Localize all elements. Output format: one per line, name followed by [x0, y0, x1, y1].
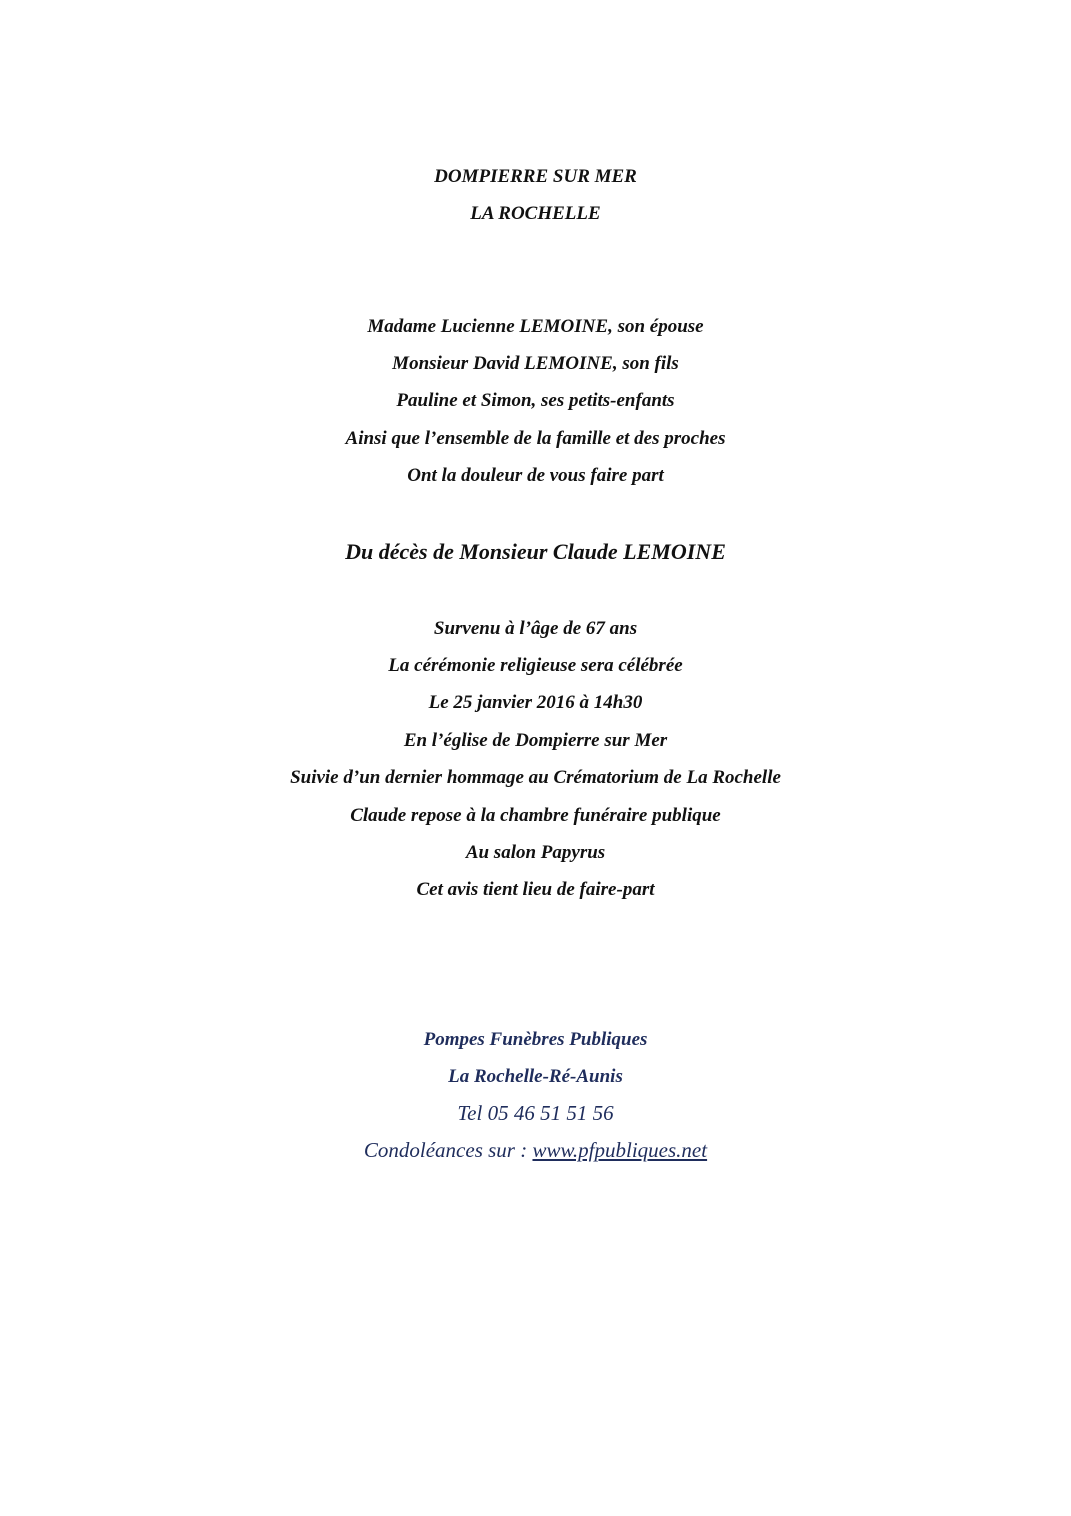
detail-line: Le 25 janvier 2016 à 14h30 [428, 692, 643, 713]
condolences-label: Condoléances sur : [363, 1138, 533, 1162]
detail-line: Claude repose à la chambre funéraire publique [350, 805, 721, 826]
funeral-company-name: Pompes Funèbres Publiques [423, 1029, 648, 1050]
death-announcement: Du décès de Monsieur Claude LEMOINE [345, 539, 726, 564]
detail-line: La cérémonie religieuse sera célébrée [388, 655, 683, 676]
funeral-company-location: La Rochelle-Ré-Aunis [448, 1066, 623, 1087]
funeral-company-phone: Tel 05 46 51 51 56 [457, 1101, 614, 1125]
family-line: Monsieur David LEMOINE, son fils [392, 353, 679, 374]
header-town: DOMPIERRE SUR MER [434, 166, 637, 187]
detail-line: En l’église de Dompierre sur Mer [403, 730, 668, 751]
family-line: Madame Lucienne LEMOINE, son épouse [367, 316, 704, 337]
family-line: Ainsi que l’ensemble de la famille et des proches [345, 428, 726, 449]
detail-line: Survenu à l’âge de 67 ans [433, 618, 638, 639]
detail-line: Au salon Papyrus [465, 842, 606, 863]
detail-line: Cet avis tient lieu de faire-part [416, 879, 655, 900]
header-city: LA ROCHELLE [470, 203, 601, 224]
website-link[interactable]: www.pfpubliques.net [532, 1138, 708, 1162]
detail-line: Suivie d’un dernier hommage au Crématorium de La Rochelle [290, 767, 781, 788]
family-line: Pauline et Simon, ses petits-enfants [396, 390, 675, 411]
condolences-line [0, 1140, 1071, 1161]
family-line: Ont la douleur de vous faire part [407, 465, 664, 486]
